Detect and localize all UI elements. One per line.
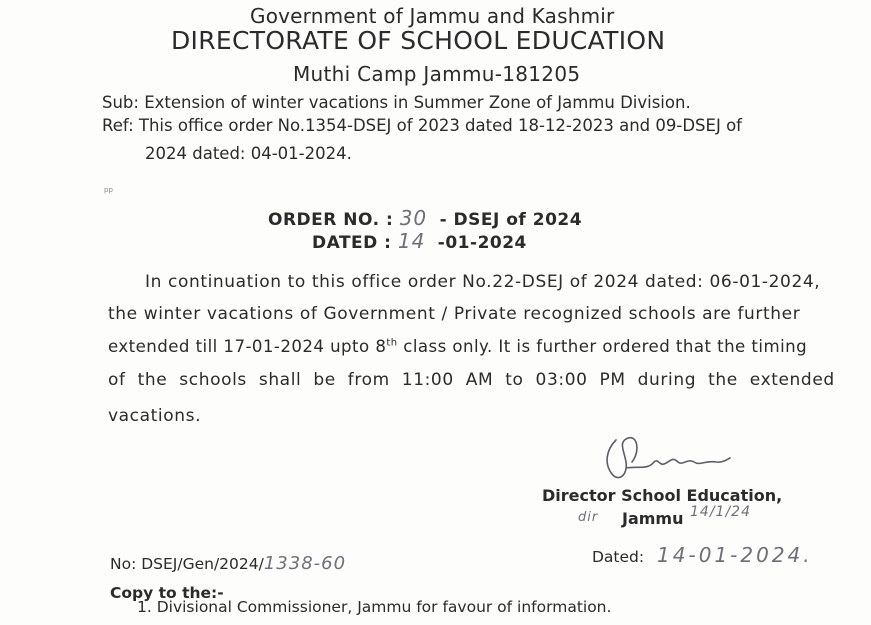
header-address: Muthi Camp Jammu-181205 [293,62,581,86]
body-line-2: the winter vacations of Government / Private recognized schools are further [108,304,801,324]
signatory-date-handwritten: 14/1/24 [690,504,751,520]
footer-date [592,543,813,567]
order-label: ORDER NO. : [268,210,394,230]
order-number-line [268,206,582,230]
footer-number-label: No: DSEJ/Gen/2024/ [110,555,264,573]
stray-mark: pp [104,186,113,194]
body-line-3 [108,337,807,356]
header-directorate: DIRECTORATE OF SCHOOL EDUCATION [171,26,666,55]
signature-scribble [598,432,738,492]
footer-dated-label: Dated: [592,548,645,566]
copy-to-item-1: 1. Divisional Commissioner, Jammu for favour of information. [137,598,612,616]
order-suffix: - DSEJ of 2024 [439,210,583,230]
signatory-place: Jammu [622,509,684,528]
signatory-title: Director School Education, [542,486,783,505]
footer-date-handwritten: 14-01-2024. [657,543,813,567]
order-dated-handwritten: 14 [397,229,426,253]
subject-line: Sub: Extension of winter vacations in Summer Zone of Jammu Division. [102,93,691,112]
reference-line-1: Ref: This office order No.1354-DSEJ of 2023 dated 18-12-2023 and 09-DSEJ of [102,116,742,135]
footer-number [110,553,346,574]
body-line-3-end: class only. It is further ordered that the timing [397,337,808,356]
header-government: Government of Jammu and Kashmir [250,4,615,28]
body-line-1: In continuation to this office order No.22-DSEJ of 2024 dated: 06-01-2024, [145,272,821,292]
order-dated-line [312,229,527,253]
footer-number-handwritten: 1338-60 [263,553,347,574]
order-dated-suffix: -01-2024 [437,233,527,253]
signatory-initials: dir [578,510,599,525]
copy-to-heading: Copy to the:- [110,584,224,602]
reference-line-2: 2024 dated: 04-01-2024. [145,144,352,163]
body-line-5: vacations. [108,406,202,426]
body-line-4: of the schools shall be from 11:00 AM to 03:00 PM during the extended [108,370,835,390]
order-number-handwritten: 30 [399,206,428,230]
order-dated-label: DATED : [312,233,392,253]
body-line-3-start: extended till 17-01-2024 upto 8 [108,337,387,356]
ordinal-suffix: th [386,337,398,349]
